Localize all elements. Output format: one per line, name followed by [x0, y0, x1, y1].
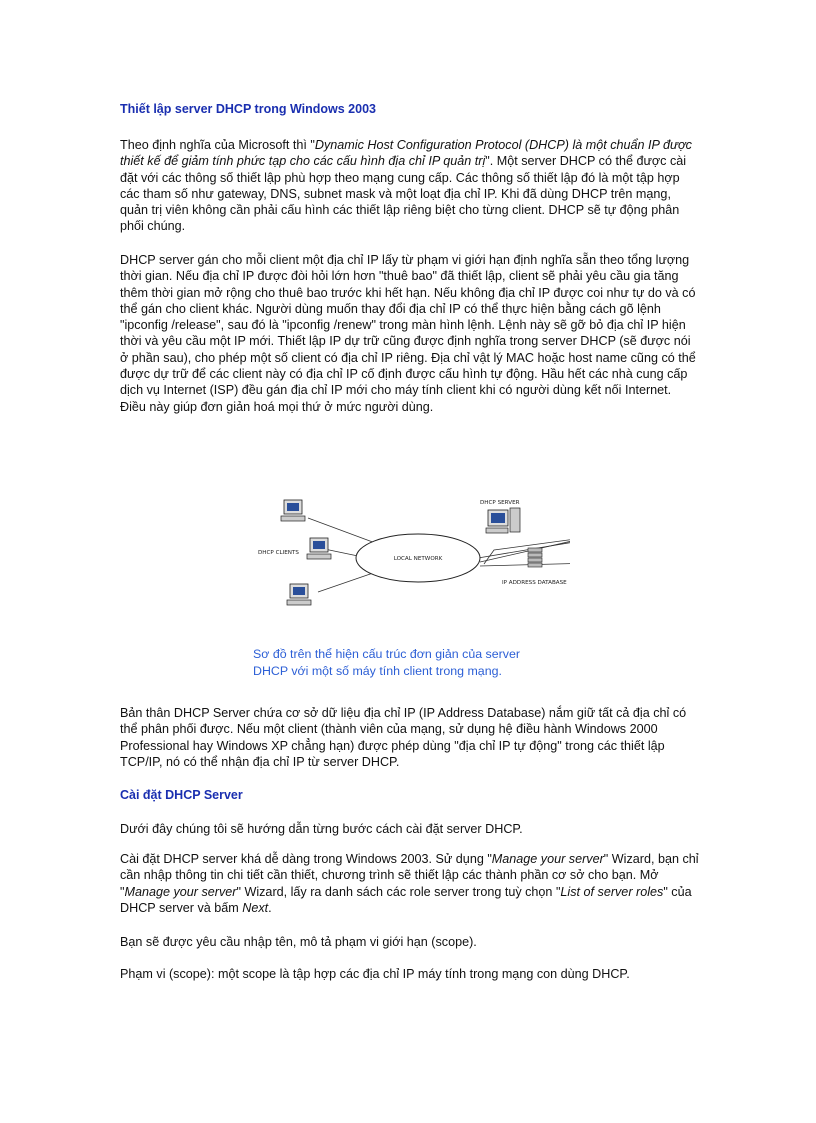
text: " Wizard, lấy ra danh sách các role server trong tuỳ chọn " [236, 884, 561, 899]
paragraph-intro-steps: Dưới đây chúng tôi sẽ hướng dẫn từng bước cách cài đặt server DHCP. [120, 822, 523, 836]
diagram-caption [253, 646, 583, 680]
network-diagram [258, 488, 570, 616]
caption-line: DHCP với một số máy tính client trong mạng. [253, 664, 502, 678]
dhcp-server-icon [486, 508, 520, 533]
heading-install-dhcp: Cài đặt DHCP Server [120, 788, 243, 802]
paragraph-wizard [120, 851, 700, 916]
paragraph-lease: DHCP server gán cho mỗi client một địa chỉ IP lấy từ phạm vi giới hạn định nghĩa sẵn theo tổng lượng thời gian. Nếu địa chỉ IP được đòi hỏi lớn hơn "thuê bao" đã thiết lập, client sẽ phải yêu cầu gia tăng thêm thời gian mở rộng cho thuê bao trước khi hết hạn. Nếu không địa chỉ IP được coi như tự do và có thể gán cho client khác. Người dùng muốn thay đổi địa chỉ IP có thể thực hiện bằng cách gõ lệnh "ipconfig /release", sau đó là "ipconfig /renew" trong màn hình lệnh. Lệnh này sẽ gỡ bỏ địa chỉ IP hiện thời và yêu cầu một IP mới. Thiết lập IP dự trữ cũng được định nghĩa trong server DHCP (sẽ được nói ở phần sau), cho phép một số client có địa chỉ IP riêng. Địa chỉ vật lý MAC hoặc host name cũng có thể được dự trữ để các client này có địa chỉ IP cố định được cấu hình tự động. Hầu hết các nhà cung cấp dịch vụ Internet (ISP) đều gán địa chỉ IP mới cho máy tính client khi có người dùng kết nối Internet. Điều này giúp đơn giản hoá mọi thứ ở mức người dùng. [120, 253, 696, 414]
italic-term: Manage your server [124, 884, 237, 899]
caption-line: Sơ đồ trên thể hiện cấu trúc đơn giản của server [253, 647, 520, 661]
dhcp-clients-label: DHCP CLIENTS [258, 550, 299, 556]
italic-term: List of server roles [560, 884, 664, 899]
text: . [268, 900, 272, 915]
italic-term: Manage your server [491, 852, 604, 866]
paragraph-definition [120, 137, 700, 235]
paragraph-scope-prompt: Bạn sẽ được yêu cầu nhập tên, mô tả phạm vi giới hạn (scope). [120, 935, 477, 949]
client-computer-icon [287, 584, 311, 605]
ip-database-icon [528, 548, 542, 567]
text: Cài đặt DHCP server khá dễ dàng trong Windows 2003. Sử dụng " [120, 852, 492, 866]
text: Theo định nghĩa của Microsoft thì " [120, 138, 315, 152]
ip-database-label: IP ADDRESS DATABASE [502, 580, 567, 586]
text: ". Một server DHCP có thể được cài đặt với các thông số thiết lập phù hợp theo mạng cung cấp. Các thông số thiết lập đó là một tập hợp các tham số như gateway, DNS, subnet mask và một loạt địa chỉ IP. Khi đã dùng DHCP trên mạng, quản trị viên không cần phải cấu hình các thiết lập riêng biệt cho từng client. DHCP sẽ tự động phân phối chúng. [120, 154, 687, 234]
heading-dhcp-setup: Thiết lập server DHCP trong Windows 2003 [120, 102, 376, 116]
italic-definition: Dynamic Host Configuration Protocol (DHCP) là một chuẩn IP được thiết kế để giảm tính phức tạp cho các cấu hình địa chỉ IP quản trị [120, 138, 692, 169]
client-computer-icon [307, 538, 331, 559]
local-network-label: LOCAL NETWORK [393, 556, 443, 562]
italic-term: Next [242, 900, 269, 915]
paragraph-ip-database: Bản thân DHCP Server chứa cơ sở dữ liệu địa chỉ IP (IP Address Database) nắm giữ tất cả địa chỉ có thể phân phối được. Nếu một client (thành viên của mạng, sử dụng hệ điều hành Windows 2000 Professional hay Windows XP chẳng hạn) được phép dùng "địa chỉ IP tự động" trong các thiết lập TCP/IP, nó có thể nhận địa chỉ IP từ server DHCP. [120, 706, 687, 769]
paragraph-scope-definition: Phạm vi (scope): một scope là tập hợp các địa chỉ IP máy tính trong mạng con dùng DHCP. [120, 967, 630, 981]
diagram-svg [258, 488, 570, 616]
dhcp-server-label: DHCP SERVER [480, 500, 520, 506]
text: " của DHCP server và bấm [120, 884, 692, 915]
text: " Wizard, bạn chỉ cần nhập thông tin chi tiết cần thiết, chương trình sẽ thiết lập các thành phần cơ sở cho bạn. Mở " [120, 852, 699, 899]
client-computer-icon [281, 500, 305, 521]
